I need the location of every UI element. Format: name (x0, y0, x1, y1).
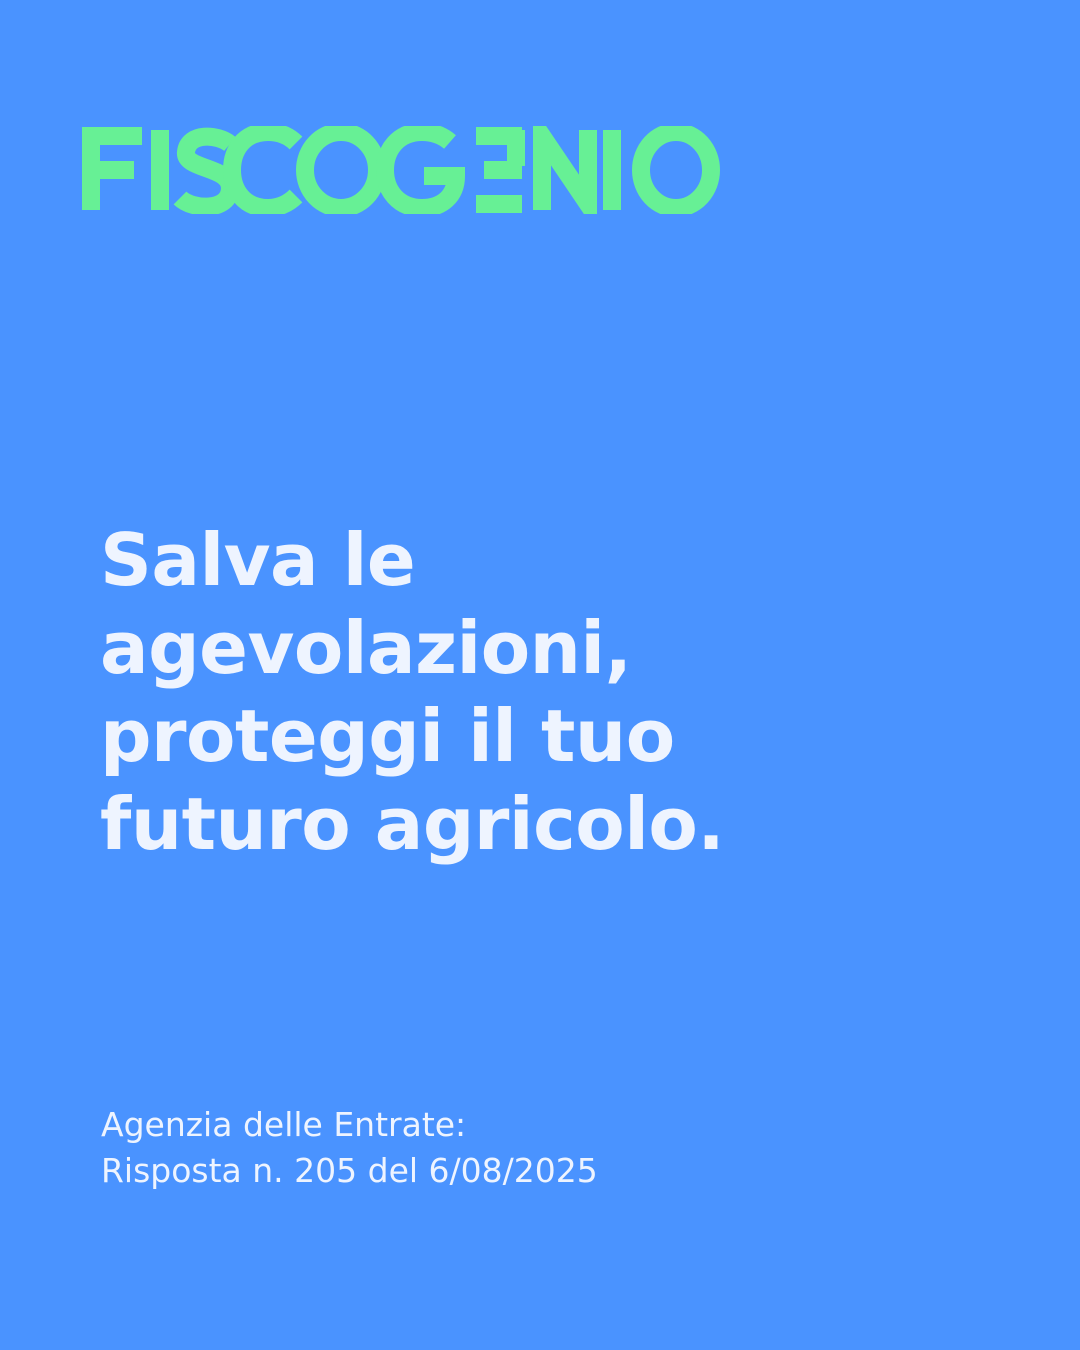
source-agency: Agenzia delle Entrate: (101, 1105, 467, 1144)
headline-line: agevolazioni, (100, 606, 632, 690)
source-reference (101, 1102, 1001, 1194)
headline-line: futuro agricolo. (100, 782, 725, 866)
headline-line: Salva le (100, 518, 416, 602)
headline-line: proteggi il tuo (100, 694, 675, 778)
source-response: Risposta n. 205 del 6/08/2025 (101, 1151, 598, 1190)
brand-logo (82, 126, 727, 214)
fiscogenio-wordmark (82, 126, 727, 214)
headline (100, 516, 1000, 868)
